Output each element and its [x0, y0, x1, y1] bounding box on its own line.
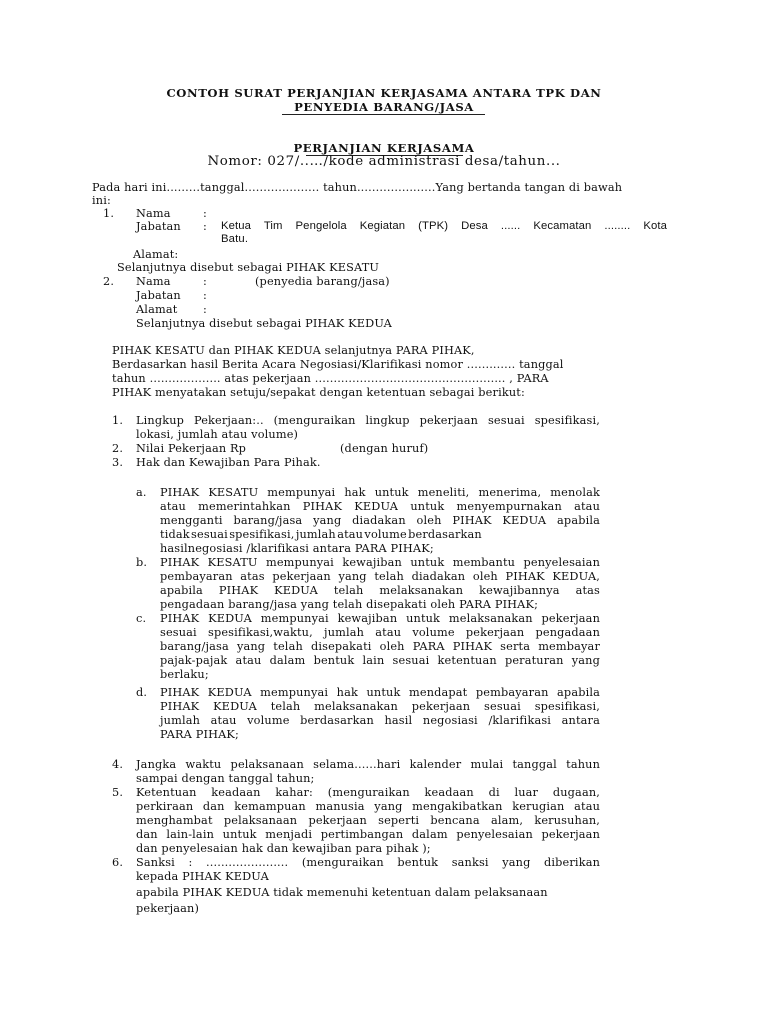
para-line-3: tahun ................... atas pekerjaan ................................................... , PARA	[112, 372, 549, 385]
item5-number: 5.	[112, 786, 124, 799]
party2-nama-value: (penyedia barang/jasa)	[255, 275, 390, 288]
sub-a-line: tidak sesuai spesifikasi, jumlah atau volume berdasarkan	[160, 528, 482, 541]
sub-c-line: sesuai spesifikasi,waktu, jumlah atau volume pekerjaan pengadaan	[160, 626, 600, 639]
intro-line-1: Pada hari ini.........tanggal.................... tahun.....................Yang bertanda tangan di bawah	[92, 181, 623, 194]
item4-line-1: Jangka waktu pelaksanaan selama......hari kalender mulai tanggal tahun	[136, 758, 600, 771]
party1-selanjutnya: Selanjutnya disebut sebagai PIHAK KESATU	[117, 261, 380, 274]
document-title-line-2: PENYEDIA BARANG/JASA	[294, 100, 474, 114]
sub-c-letter: c.	[136, 612, 147, 625]
item3-label: Hak dan Kewajiban Para Pihak.	[136, 456, 321, 469]
party1-jabatan-value-line-2: Batu.	[221, 233, 249, 245]
party2-number: 2.	[103, 275, 115, 288]
item5-line: dan lain-lain untuk menjadi pertimbangan dalam penyelesaian pekerjaan	[136, 828, 600, 841]
sub-b-line: apabila PIHAK KEDUA telah melaksanakan kewajibannya atas	[160, 584, 600, 597]
party2-nama-colon: :	[203, 275, 207, 288]
item2-label: Nilai Pekerjaan Rp	[136, 442, 247, 455]
item6-line: apabila PIHAK KEDUA tidak memenuhi ketentuan dalam pelaksanaan	[136, 886, 548, 899]
item6-line: kepada PIHAK KEDUA	[136, 870, 269, 883]
sub-b-line: pengadaan barang/jasa yang telah disepakati oleh PARA PIHAK;	[160, 598, 539, 611]
para-line-4: PIHAK menyatakan setuju/sepakat dengan ketentuan sebagai berikut:	[112, 386, 525, 399]
item5-line: menghambat pelaksanaan pekerjaan seperti bencana alam, kerusuhan,	[136, 814, 600, 827]
item1-line-2: lokasi, jumlah atau volume)	[136, 428, 299, 441]
sub-c-line: barang/jasa yang telah disepakati oleh PARA PIHAK serta membayar	[160, 640, 600, 653]
title-underline	[282, 114, 485, 115]
party1-jabatan-label: Jabatan	[136, 220, 181, 233]
party2-jabatan-colon: :	[203, 289, 207, 302]
party2-selanjutnya: Selanjutnya disebut sebagai PIHAK KEDUA	[136, 317, 392, 330]
para-line-2: Berdasarkan hasil Berita Acara Negosiasi/Klarifikasi nomor ............. tanggal	[112, 358, 564, 371]
item2-number: 2.	[112, 442, 124, 455]
item2-value: (dengan huruf)	[340, 442, 429, 455]
item5-line: perkiraan dan kemampuan manusia yang mengakibatkan kerugian atau	[136, 800, 600, 813]
sub-d-line: PIHAK KEDUA mempunyai hak untuk mendapat pembayaran apabila	[160, 686, 600, 699]
intro-line-2: ini:	[92, 194, 111, 207]
party2-jabatan-label: Jabatan	[136, 289, 181, 302]
party1-jabatan-colon: :	[203, 220, 207, 233]
sub-b-line: pembayaran atas pekerjaan yang telah diadakan oleh PIHAK KEDUA,	[160, 570, 600, 583]
item1-number: 1.	[112, 414, 124, 427]
sub-a-line: atau memerintahkan PIHAK KEDUA untuk menyempurnakan atau	[160, 500, 600, 513]
item5-line: Ketentuan keadaan kahar: (menguraikan keadaan di luar dugaan,	[136, 786, 600, 799]
party2-alamat-colon: :	[203, 303, 207, 316]
sub-b-line: PIHAK KESATU mempunyai kewajiban untuk membantu penyelesaian	[160, 556, 600, 569]
sub-d-line: PIHAK KEDUA telah melaksanakan pekerjaan sesuai spesifikasi,	[160, 700, 600, 713]
sub-c-line: PIHAK KEDUA mempunyai kewajiban untuk melaksanakan pekerjaan	[160, 612, 600, 625]
item4-number: 4.	[112, 758, 124, 771]
party2-alamat-label: Alamat	[136, 303, 178, 316]
sub-d-line: jumlah atau volume berdasarkan hasil negosiasi /klarifikasi antara	[160, 714, 600, 727]
sub-a-line: PIHAK KESATU mempunyai hak untuk meneliti, menerima, menolak	[160, 486, 600, 499]
sub-a-line: mengganti barang/jasa yang diadakan oleh PIHAK KEDUA apabila	[160, 514, 600, 527]
party2-nama-label: Nama	[136, 275, 171, 288]
item3-number: 3.	[112, 456, 124, 469]
party1-number: 1.	[103, 207, 115, 220]
sub-c-line: berlaku;	[160, 668, 209, 681]
sub-a-letter: a.	[136, 486, 147, 499]
sub-b-letter: b.	[136, 556, 148, 569]
item1-line-1: Lingkup Pekerjaan:.. (menguraikan lingkup pekerjaan sesuai spesifikasi,	[136, 414, 600, 427]
sub-a-line: hasilnegosiasi /klarifikasi antara PARA PIHAK;	[160, 542, 434, 555]
document-title-line-1: CONTOH SURAT PERJANJIAN KERJASAMA ANTARA TPK DAN	[166, 86, 602, 100]
para-line-1: PIHAK KESATU dan PIHAK KEDUA selanjutnya PARA PIHAK,	[112, 344, 475, 357]
party1-nama-label: Nama	[136, 207, 171, 220]
item6-line: Sanksi : ...................... (menguraikan bentuk sanksi yang diberikan	[136, 856, 600, 869]
item6-number: 6.	[112, 856, 124, 869]
item4-line-2: sampai dengan tanggal tahun;	[136, 772, 315, 785]
party1-alamat-label: Alamat:	[133, 248, 179, 261]
sub-c-line: pajak-pajak atau dalam bentuk lain sesuai ketentuan peraturan yang	[160, 654, 600, 667]
party1-jabatan-value-line-1: Ketua Tim Pengelola Kegiatan (TPK) Desa ...... Kecamatan ........ Kota	[221, 220, 667, 232]
agreement-number: Nomor: 027/..…/kode administrasi desa/tahun...	[207, 154, 561, 169]
sub-d-letter: d.	[136, 686, 148, 699]
party1-nama-colon: :	[203, 207, 207, 220]
item6-line: pekerjaan)	[136, 902, 200, 915]
item5-line: dan penyelesaian hak dan kewajiban para pihak );	[136, 842, 431, 855]
agreement-heading: PERJANJIAN KERJASAMA	[293, 141, 475, 155]
sub-d-line: PARA PIHAK;	[160, 728, 239, 741]
